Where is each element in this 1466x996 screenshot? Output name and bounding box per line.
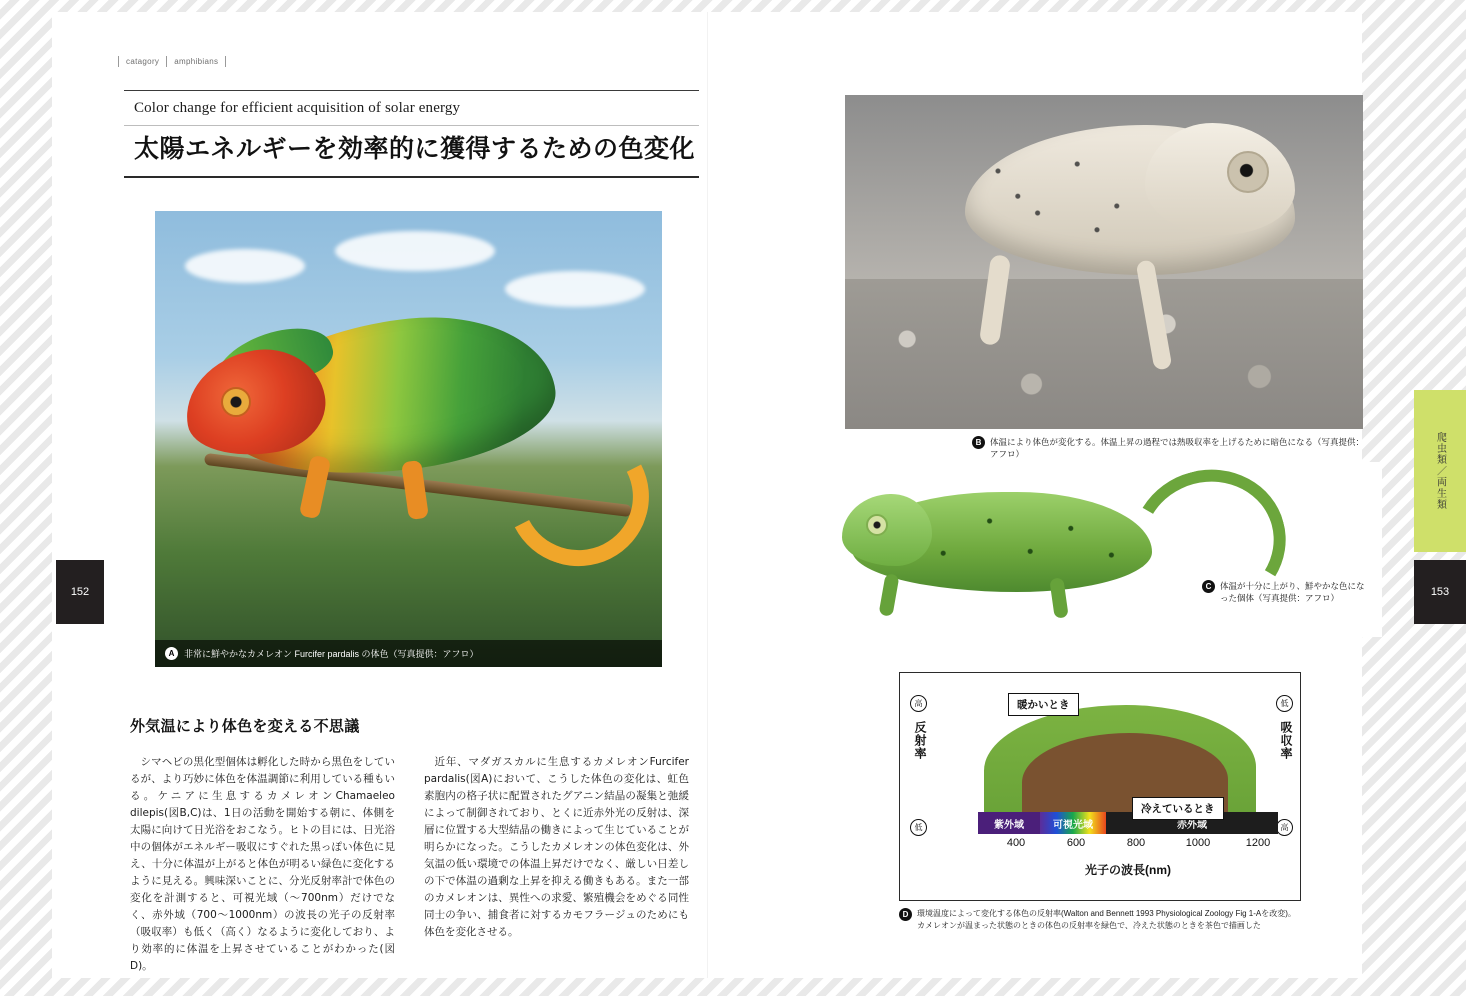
figure-b-caption-text: 体温により体色が変化する。体温上昇の過程では熱吸収率を上げるために暗色になる（写真提供：アフロ） — [990, 437, 1365, 460]
green-chameleon-head — [842, 494, 932, 566]
figure-c-caption-text: 体温が十分に上がり、鮮やかな色になった個体（写真提供：アフロ） — [1220, 581, 1365, 604]
figure-d-caption — [899, 908, 1301, 932]
cloud-shape — [505, 271, 645, 307]
page-title: 太陽エネルギーを効率的に獲得するための色変化 — [124, 120, 699, 178]
rule-icon — [118, 56, 119, 67]
body-paragraph: 近年、マダガスカルに生息するカメレオンFurcifer pardalis(図A)において、こうした体色の変化は、虹色素胞内の格子状に配置されたグアニン結晶の凝集と弛緩によって制御されており、とくに近赤外光の反射は、深層に位置する大型結晶の働きによって生じていることが明らかになった。こうしたカメレオンの体色変化は、外気温の低い環境での体温上昇だけでなく、厳しい日差しの下で体温の過剰な上昇を抑える働きもある。また一部のカメレオンは、異性への求愛、繁殖機会をめぐる同性同士の争い、捕食者に対するカモフラージュのためにも体色を変化させる。 — [424, 756, 689, 938]
body-paragraph: シマヘビの黒化型個体は孵化した時から黒色をしているが、より巧妙に体色を体温調節に利用している種もいる。ケニアに生息するカメレオンChamaeleo dilepis(図B,C)は、1日の活動を開始する朝に、体側を太陽に向けて日光浴をおこなう。ヒトの目には、日光浴中の個体がエネルギー吸収にすぐれた黒っぽい体色に見え、十分に体温が上がると体色が明るい緑色に変化するように見える。興味深いことに、分光反射率計で体色の変化を計測すると、可視光域（〜700nm）だけでなく、赤外域（700〜1000nm）の波長の光子の反射率（吸収率）も低く（高く）なるように変化しており、より効率的に体温を上昇させていることがわかった(図D)。 — [130, 756, 395, 972]
figure-a-photo — [155, 211, 662, 667]
breadcrumb-subcategory: amphibians — [174, 57, 219, 66]
y-axis-label-left: 反射率 — [913, 721, 927, 760]
figure-c-caption — [1202, 580, 1372, 605]
y-right-badge-high: 高 — [1276, 819, 1293, 836]
figure-a-caption-text: 非常に鮮やかなカメレオン Furcifer pardalis の体色（写真提供：アフロ） — [184, 649, 479, 659]
pale-chameleon-head — [1145, 123, 1295, 235]
figure-d-chart — [899, 672, 1301, 901]
green-chameleon-leg — [878, 573, 899, 617]
band-visible: 可視光域 — [1040, 812, 1106, 834]
figure-d-caption-text: 環境温度によって変化する体色の反射率(Walton and Bennett 1993 Physiological Zoology Fig 1-Aを改変)。カメレオンが温まった状態のときの体色の反射率を緑色で、冷えた状態のときを茶色で描画した — [917, 909, 1296, 930]
figure-c-photo — [842, 462, 1382, 637]
breadcrumb-category: catagory — [126, 57, 160, 66]
cloud-shape — [185, 249, 305, 283]
page-spread — [52, 12, 1450, 978]
gravel-ground — [845, 279, 1363, 429]
spectrum-bar — [978, 812, 1278, 834]
x-tick: 1000 — [1185, 837, 1211, 849]
figure-a-badge: A — [165, 647, 178, 660]
section-tab — [1414, 390, 1466, 552]
figure-b-photo — [845, 95, 1363, 429]
y-left-badge-high: 高 — [910, 695, 927, 712]
breadcrumb — [118, 56, 226, 67]
chameleon-eye — [221, 387, 251, 417]
section-tab-label: 爬虫類／両生類 — [1434, 431, 1446, 511]
figure-b-caption — [972, 436, 1367, 461]
page-number-right: 153 — [1414, 560, 1466, 624]
chameleon-leg — [401, 460, 429, 520]
y-left-badge-low: 低 — [910, 819, 927, 836]
x-tick: 400 — [1006, 837, 1026, 849]
english-title: Color change for efficient acquisition of solar energy — [124, 90, 699, 126]
figure-b-badge: B — [972, 436, 985, 449]
rule-icon — [166, 56, 167, 67]
figure-d-badge: D — [899, 908, 912, 921]
band-uv: 紫外域 — [978, 812, 1040, 834]
x-axis-label: 光子の波長(nm) — [1085, 863, 1171, 877]
rule-icon — [225, 56, 226, 67]
y-right-badge-low: 低 — [1276, 695, 1293, 712]
page-number-left: 152 — [56, 560, 104, 624]
cloud-shape — [335, 231, 495, 271]
body-column-left — [130, 754, 395, 975]
annotation-cool: 冷えているとき — [1132, 797, 1224, 820]
annotation-warm: 暖かいとき — [1008, 693, 1079, 716]
y-axis-label-right: 吸収率 — [1279, 721, 1293, 760]
x-tick: 1200 — [1245, 837, 1271, 849]
pale-chameleon-eye — [1227, 151, 1269, 193]
x-tick: 600 — [1066, 837, 1086, 849]
band-infrared: 赤外域 — [1106, 812, 1278, 834]
figure-a-caption — [155, 640, 662, 667]
section-heading: 外気温により体色を変える不思議 — [130, 717, 360, 735]
green-chameleon-eye — [866, 514, 888, 536]
x-tick: 800 — [1126, 837, 1146, 849]
figure-c-badge: C — [1202, 580, 1215, 593]
page-gutter — [707, 12, 708, 978]
body-column-right — [424, 754, 689, 941]
